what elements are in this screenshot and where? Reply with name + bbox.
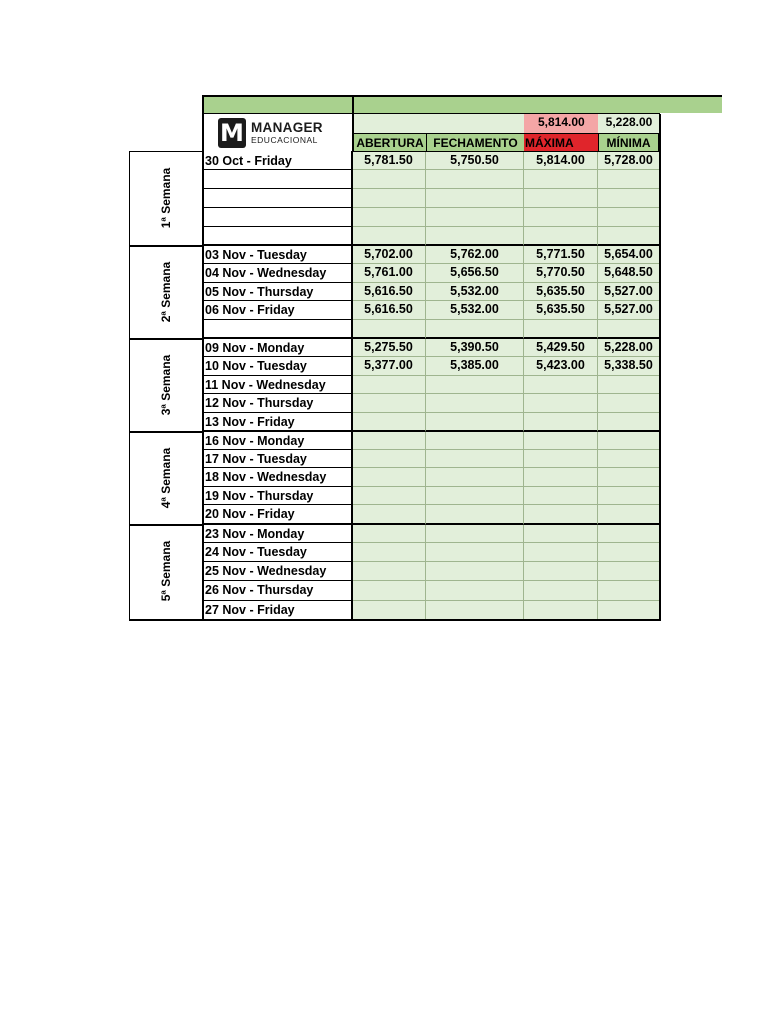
row-date <box>203 227 352 246</box>
row-date: 26 Nov - Thursday <box>203 581 352 601</box>
row-minima-cell <box>598 505 660 525</box>
row-abertura-cell <box>352 543 426 562</box>
row-maxima-cell <box>524 413 598 432</box>
row-minima-cell <box>598 413 660 432</box>
row-maxima-cell: 5,814.00 <box>524 152 598 170</box>
row-maxima-cell <box>524 170 598 189</box>
row-fechamento-cell <box>426 227 524 246</box>
row-minima-cell: 5,728.00 <box>598 152 660 170</box>
week-label-2: 2ª Semana <box>159 261 173 323</box>
row-abertura-cell: 5,781.50 <box>352 152 426 170</box>
header-maxima: MÁXIMA <box>524 133 598 152</box>
row-maxima-cell <box>524 450 598 468</box>
row-fechamento-cell <box>426 189 524 208</box>
row-date: 25 Nov - Wednesday <box>203 562 352 581</box>
row-minima-cell: 5,338.50 <box>598 357 660 376</box>
week-divider-3 <box>129 431 203 433</box>
logo <box>218 118 323 148</box>
week-label-1: 1ª Semana <box>159 167 173 229</box>
row-abertura-cell <box>352 581 426 601</box>
row-date: 24 Nov - Tuesday <box>203 543 352 562</box>
row-fechamento-cell: 5,750.50 <box>426 152 524 170</box>
row-abertura-cell <box>352 227 426 246</box>
row-abertura-cell <box>352 468 426 487</box>
row-fechamento-cell <box>426 505 524 525</box>
row-date: 20 Nov - Friday <box>203 505 352 525</box>
row-abertura-cell <box>352 170 426 189</box>
row-abertura-cell <box>352 601 426 620</box>
row-fechamento-cell <box>426 432 524 450</box>
row-abertura-cell <box>352 432 426 450</box>
row-maxima-cell: 5,635.50 <box>524 301 598 320</box>
row-maxima-cell <box>524 227 598 246</box>
row-abertura-cell <box>352 189 426 208</box>
row-abertura-cell: 5,616.50 <box>352 301 426 320</box>
row-date <box>203 170 352 189</box>
table-bottom-border <box>129 619 661 621</box>
row-fechamento-cell <box>426 394 524 413</box>
row-date: 04 Nov - Wednesday <box>203 264 352 283</box>
row-date: 27 Nov - Friday <box>203 601 352 620</box>
row-date: 19 Nov - Thursday <box>203 487 352 505</box>
row-minima-cell: 5,527.00 <box>598 283 660 301</box>
row-fechamento-cell <box>426 562 524 581</box>
week-label-4: 4ª Semana <box>159 447 173 509</box>
row-minima-cell <box>598 208 660 227</box>
row-abertura-cell <box>352 320 426 339</box>
row-minima-cell <box>598 601 660 620</box>
row-abertura-cell <box>352 413 426 432</box>
row-minima-cell <box>598 320 660 339</box>
row-maxima-cell: 5,771.50 <box>524 246 598 264</box>
row-maxima-cell: 5,635.50 <box>524 283 598 301</box>
row-date: 06 Nov - Friday <box>203 301 352 320</box>
row-date: 17 Nov - Tuesday <box>203 450 352 468</box>
manager-logo-icon: M <box>218 118 246 148</box>
row-minima-cell: 5,648.50 <box>598 264 660 283</box>
row-fechamento-cell <box>426 525 524 543</box>
header-fechamento: FECHAMENTO <box>426 133 524 152</box>
row-abertura-cell <box>352 505 426 525</box>
row-date: 12 Nov - Thursday <box>203 394 352 413</box>
row-maxima-cell: 5,423.00 <box>524 357 598 376</box>
row-maxima-cell <box>524 189 598 208</box>
row-maxima-cell <box>524 581 598 601</box>
row-minima-cell <box>598 227 660 246</box>
row-maxima-cell <box>524 394 598 413</box>
row-maxima-cell: 5,770.50 <box>524 264 598 283</box>
row-fechamento-cell <box>426 320 524 339</box>
row-abertura-cell: 5,275.50 <box>352 339 426 357</box>
row-date: 13 Nov - Friday <box>203 413 352 432</box>
row-maxima-cell: 5,429.50 <box>524 339 598 357</box>
row-abertura-cell: 5,761.00 <box>352 264 426 283</box>
week-label-5: 5ª Semana <box>159 540 173 602</box>
row-abertura-cell <box>352 450 426 468</box>
row-maxima-cell <box>524 376 598 394</box>
row-abertura-cell <box>352 394 426 413</box>
summary-min-value: 5,228.00 <box>598 114 660 133</box>
row-maxima-cell <box>524 320 598 339</box>
row-date <box>203 189 352 208</box>
row-maxima-cell <box>524 468 598 487</box>
row-minima-cell <box>598 189 660 208</box>
row-abertura-cell <box>352 487 426 505</box>
row-maxima-cell <box>524 525 598 543</box>
logo-sub: EDUCACIONAL <box>251 135 318 145</box>
row-fechamento-cell <box>426 450 524 468</box>
row-minima-cell <box>598 450 660 468</box>
week-label-3: 3ª Semana <box>159 354 173 416</box>
row-fechamento-cell <box>426 208 524 227</box>
logo-brand: MANAGER <box>251 120 323 135</box>
row-maxima-cell <box>524 505 598 525</box>
row-minima-cell <box>598 487 660 505</box>
row-minima-cell <box>598 432 660 450</box>
summary-blank <box>354 114 524 133</box>
row-fechamento-cell <box>426 376 524 394</box>
row-minima-cell <box>598 468 660 487</box>
row-abertura-cell <box>352 562 426 581</box>
row-minima-cell <box>598 562 660 581</box>
row-maxima-cell <box>524 562 598 581</box>
row-fechamento-cell: 5,532.00 <box>426 283 524 301</box>
row-fechamento-cell <box>426 581 524 601</box>
row-minima-cell <box>598 543 660 562</box>
row-minima-cell <box>598 170 660 189</box>
row-maxima-cell <box>524 543 598 562</box>
row-date <box>203 208 352 227</box>
row-date: 18 Nov - Wednesday <box>203 468 352 487</box>
date-col-left-border <box>202 95 204 621</box>
row-abertura-cell: 5,702.00 <box>352 246 426 264</box>
row-minima-cell <box>598 394 660 413</box>
table-right-border <box>659 133 661 621</box>
row-date <box>203 320 352 339</box>
summary-max-value: 5,814.00 <box>524 114 598 133</box>
row-fechamento-cell <box>426 170 524 189</box>
row-maxima-cell <box>524 432 598 450</box>
row-fechamento-cell: 5,385.00 <box>426 357 524 376</box>
row-minima-cell: 5,654.00 <box>598 246 660 264</box>
top-header-right <box>354 95 722 113</box>
row-fechamento-cell <box>426 487 524 505</box>
row-minima-cell <box>598 581 660 601</box>
row-fechamento-cell: 5,656.50 <box>426 264 524 283</box>
row-fechamento-cell: 5,390.50 <box>426 339 524 357</box>
row-fechamento-cell <box>426 413 524 432</box>
row-fechamento-cell <box>426 601 524 620</box>
row-date: 03 Nov - Tuesday <box>203 246 352 264</box>
header-abertura: ABERTURA <box>354 133 426 152</box>
week-divider-4 <box>129 524 203 526</box>
row-minima-cell <box>598 525 660 543</box>
row-minima-cell <box>598 376 660 394</box>
row-date: 30 Oct - Friday <box>203 152 352 170</box>
row-minima-cell: 5,228.00 <box>598 339 660 357</box>
row-date: 11 Nov - Wednesday <box>203 376 352 394</box>
week-divider-2 <box>129 338 203 340</box>
row-abertura-cell <box>352 525 426 543</box>
row-fechamento-cell <box>426 543 524 562</box>
row-maxima-cell <box>524 487 598 505</box>
date-col-right-border <box>351 151 353 621</box>
row-maxima-cell <box>524 208 598 227</box>
row-fechamento-cell <box>426 468 524 487</box>
row-maxima-cell <box>524 601 598 620</box>
summary-right-border <box>659 114 661 133</box>
row-date: 23 Nov - Monday <box>203 525 352 543</box>
row-abertura-cell: 5,377.00 <box>352 357 426 376</box>
row-minima-cell: 5,527.00 <box>598 301 660 320</box>
row-fechamento-cell: 5,532.00 <box>426 301 524 320</box>
top-header-left <box>203 95 352 113</box>
row-date: 10 Nov - Tuesday <box>203 357 352 376</box>
week-divider-1 <box>129 245 203 247</box>
row-fechamento-cell: 5,762.00 <box>426 246 524 264</box>
row-date: 09 Nov - Monday <box>203 339 352 357</box>
row-date: 05 Nov - Thursday <box>203 283 352 301</box>
row-abertura-cell <box>352 376 426 394</box>
row-abertura-cell <box>352 208 426 227</box>
row-abertura-cell: 5,616.50 <box>352 283 426 301</box>
row-date: 16 Nov - Monday <box>203 432 352 450</box>
header-minima: MÍNIMA <box>598 133 660 152</box>
